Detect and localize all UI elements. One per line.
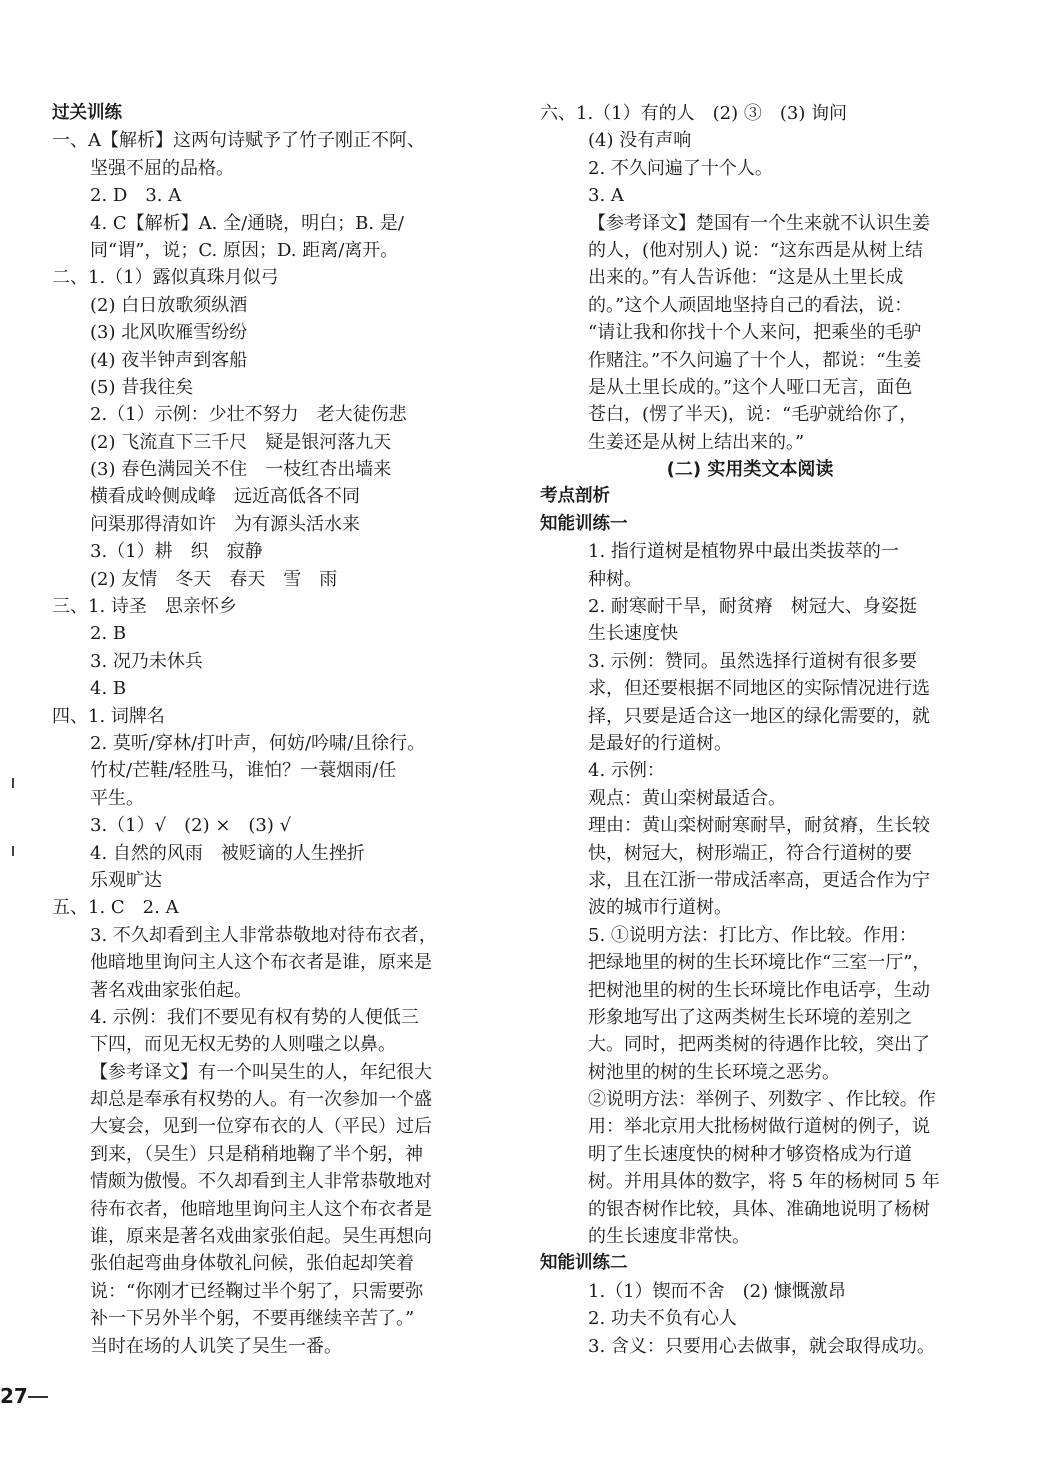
left-column-line: 他暗地里询问主人这个布衣者是谁，原来是 [90, 952, 432, 974]
left-column-line: 待布衣者，他暗地里询问主人这个布衣者是 [90, 1198, 432, 1220]
right-column-line: 树。并用具体的数字，将 5 年的杨树同 5 年 [588, 1171, 940, 1193]
right-column-line: 苍白，(愣了半天)，说：“毛驴就给你了， [588, 404, 918, 426]
right-column-line: 知能训练二 [540, 1253, 628, 1274]
left-column-line: 【参考译文】有一个叫吴生的人，年纪很大 [90, 1061, 432, 1083]
right-column-line: 六、1.（1）有的人 (2) ③ (3) 询问 [540, 103, 848, 124]
left-column-line: 4. 示例：我们不要见有权有势的人便低三 [90, 1006, 419, 1028]
right-column-line: 1.（1）锲而不舍 (2) 慷慨激昂 [588, 1280, 846, 1302]
left-column-line: (4) 夜半钟声到客船 [90, 349, 248, 371]
right-column-line: 求，但还要根据不同地区的实际情况进行选 [588, 678, 930, 700]
right-column-line: 把树池里的树的生长环境比作电话亭，生动 [588, 979, 930, 1001]
left-column-line: 2. D 3. A [90, 185, 182, 207]
left-column-line: (3) 春色满园关不住 一枝红杏出墙来 [90, 459, 392, 481]
left-column-line: 大宴会，见到一位穿布衣的人（平民）过后 [90, 1116, 432, 1138]
right-column-line: 观点：黄山栾树最适合。 [588, 787, 786, 809]
left-column-line: 当时在场的人讥笑了吴生一番。 [90, 1335, 342, 1357]
left-column-line: 三、1. 诗圣 思亲怀乡 [52, 596, 237, 618]
right-column-line: 【参考译文】楚国有一个生来就不认识生姜 [588, 212, 930, 234]
right-column-line: 生姜还是从树上结出来的。” [588, 431, 805, 453]
left-column-line: 3. 况乃未休兵 [90, 650, 203, 672]
page-number: 27 [0, 1384, 28, 1408]
left-column-line: (2) 飞流直下三千尺 疑是银河落九天 [90, 431, 392, 453]
right-column-line: 快，树冠大，树形端正，符合行道树的要 [588, 842, 912, 864]
page-number-rule [28, 1396, 48, 1398]
left-column-line: 平生。 [90, 787, 144, 809]
right-column-line: 形象地写出了这两类树生长环境的差别之 [588, 1006, 912, 1028]
left-column-line: 3. 不久却看到主人非常恭敬地对待布衣者， [90, 924, 437, 946]
right-column-line: 3. 含义：只要用心去做事，就会取得成功。 [588, 1335, 935, 1357]
right-column-line: 2. 功夫不负有心人 [588, 1308, 737, 1330]
right-column-line: 知能训练一 [540, 513, 628, 534]
right-column-line: 的银杏树作比较，具体、准确地说明了杨树 [588, 1198, 930, 1220]
right-column-line: 3. 示例：赞同。虽然选择行道树有很多要 [588, 650, 917, 672]
left-column-line: 情颇为傲慢。不久却看到主人非常恭敬地对 [90, 1171, 432, 1193]
left-column-line: 下四，而见无权无势的人则嗤之以鼻。 [90, 1034, 396, 1056]
left-column-line: 谁，原来是著名戏曲家张伯起。吴生再想向 [90, 1226, 432, 1248]
right-column-line: (4) 没有声响 [588, 130, 692, 152]
right-column-line: (二) 实用类文本阅读 [666, 459, 834, 481]
left-column [52, 100, 482, 1360]
left-column-line: 却总是奉承有权势的人。有一次参加一个盛 [90, 1089, 432, 1111]
left-column-line: 坚强不屈的品格。 [90, 157, 234, 179]
right-column-line: 的。”这个人顽固地坚持自己的看法，说： [588, 294, 913, 316]
left-column-line: 说：“你刚才已经鞠过半个躬了，只需要弥 [90, 1280, 424, 1302]
right-column-line: 求，且在江浙一带成活率高，更适合作为宁 [588, 869, 930, 891]
right-column-line: 2. 不久问遍了十个人。 [588, 157, 773, 179]
left-column-line: (3) 北风吹雁雪纷纷 [90, 322, 248, 344]
left-column-line: 四、1. 词牌名 [52, 705, 165, 727]
left-column-line: 2.（1）示例：少壮不努力 老大徒伤悲 [90, 404, 407, 426]
left-column-line: 4. B [90, 678, 127, 700]
right-column-line: 用：举北京用大批杨树做行道树的例子，说 [588, 1116, 930, 1138]
right-column-line: 种树。 [588, 568, 642, 590]
right-column-line: 是从土里长成的。”这个人哑口无言，面色 [588, 376, 913, 398]
right-column-line: 作赌注。”不久问遍了十个人，都说：“生姜 [588, 349, 922, 371]
right-column-line: 生长速度快 [588, 623, 678, 645]
right-column-line: 是最好的行道树。 [588, 732, 732, 754]
scan-mark [12, 846, 14, 856]
right-column-line: ②说明方法：举例子、列数字 、作比较。作 [588, 1089, 936, 1111]
left-column-line: 2. 莫听/穿林/打叶声，何妨/吟啸/且徐行。 [90, 732, 426, 754]
left-column-line: (5) 昔我往矣 [90, 376, 194, 398]
right-column [540, 100, 960, 1360]
left-column-line: 五、1. C 2. A [52, 897, 179, 919]
left-column-line: 同“谓”，说；C. 原因；D. 距离/离开。 [90, 239, 399, 261]
left-column-line: 补一下另外半个躬，不要再继续辛苦了。” [90, 1308, 415, 1330]
right-column-line: 择，只要是适合这一地区的绿化需要的，就 [588, 705, 930, 727]
left-column-line: (2) 白日放歌须纵酒 [90, 294, 248, 316]
right-column-line: 1. 指行道树是植物界中最出类拔萃的一 [588, 541, 899, 563]
right-column-line: 波的城市行道树。 [588, 897, 732, 919]
left-column-line: 3.（1）耕 织 寂静 [90, 541, 263, 563]
left-column-line: 一、A【解析】这两句诗赋予了竹子刚正不阿、 [52, 130, 425, 152]
right-column-line: 5. ①说明方法：打比方、作比较。作用： [588, 924, 917, 946]
left-column-line: (2) 友情 冬天 春天 雪 雨 [90, 568, 338, 590]
left-column-line: 3.（1）√ (2) × (3) √ [90, 815, 292, 837]
left-column-line: 问渠那得清如许 为有源头活水来 [90, 513, 360, 535]
right-column-line: 的生长速度非常快。 [588, 1226, 750, 1248]
right-column-line: 把绿地里的树的生长环境比作“三室一厅”， [588, 952, 931, 974]
left-column-line: 过关训练 [52, 103, 122, 123]
right-column-line: 树池里的树的生长环境之恶劣。 [588, 1061, 840, 1083]
right-column-line: 明了生长速度快的树种才够资格成为行道 [588, 1143, 912, 1165]
right-column-line: 2. 耐寒耐干旱，耐贫瘠 树冠大、身姿挺 [588, 596, 917, 618]
left-column-line: 4. 自然的风雨 被贬谪的人生挫折 [90, 842, 365, 864]
left-column-line: 著名戏曲家张伯起。 [90, 979, 252, 1001]
right-column-line: 大。同时，把两类树的待遇作比较，突出了 [588, 1034, 930, 1056]
scan-mark [12, 778, 14, 788]
left-column-line: 4. C【解析】A. 全/通晓，明白；B. 是/ [90, 212, 404, 234]
left-column-line: 2. B [90, 623, 127, 645]
right-column-line: 理由：黄山栾树耐寒耐旱，耐贫瘠，生长较 [588, 815, 930, 837]
left-column-line: 二、1.（1）露似真珠月似弓 [52, 267, 279, 289]
left-column-line: 乐观旷达 [90, 869, 162, 891]
right-column-line: 的人，(他对别人) 说：“这东西是从树上结 [588, 239, 923, 261]
left-column-line: 张伯起弯曲身体敬礼问候，张伯起却笑着 [90, 1253, 414, 1275]
right-column-line: 出来的。”有人告诉他：“这是从土里长成 [588, 267, 904, 289]
left-column-line: 横看成岭侧成峰 远近高低各不同 [90, 486, 360, 508]
left-column-line: 到来，（吴生）只是稍稍地鞠了半个躬，神 [90, 1143, 423, 1165]
left-column-line: 竹杖/芒鞋/轻胜马，谁怕？一蓑烟雨/任 [90, 760, 397, 782]
right-column-line: “请让我和你找十个人来问，把乘坐的毛驴 [588, 322, 922, 344]
right-column-line: 3. A [588, 185, 624, 207]
right-column-line: 考点剖析 [540, 486, 610, 507]
right-column-line: 4. 示例： [588, 760, 665, 782]
